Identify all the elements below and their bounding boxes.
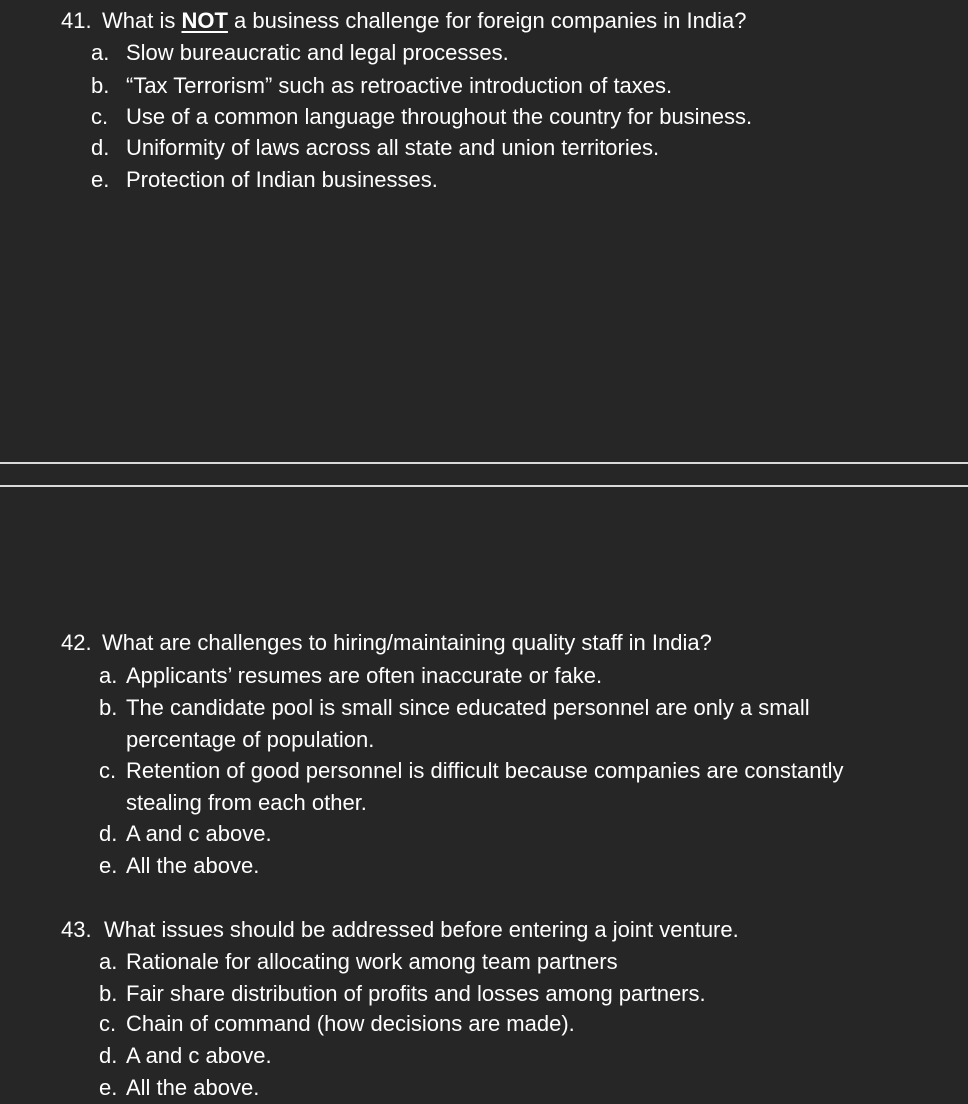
option-letter: a. (99, 663, 118, 688)
option-letter: a. (99, 949, 118, 974)
option-text: Fair share distribution of profits and losses among partners. (126, 981, 706, 1006)
question-number: 41. (61, 8, 92, 33)
question-number: 42. (61, 630, 92, 655)
option-text: A and c above. (126, 1043, 272, 1068)
option-text: Slow bureaucratic and legal processes. (126, 40, 509, 65)
option-letter: b. (91, 73, 110, 98)
question-text (102, 8, 746, 34)
option-text: Applicants’ resumes are often inaccurate or fake. (126, 663, 603, 688)
option-letter: c. (99, 758, 117, 783)
option-letter: a. (91, 40, 110, 65)
page-divider-top (0, 462, 968, 464)
option-letter: d. (91, 135, 110, 160)
option-text-continued: percentage of population. (126, 727, 375, 752)
option-text: All the above. (126, 853, 260, 878)
option-text: Use of a common language throughout the country for business. (126, 104, 753, 129)
question-text-prefix: What is (102, 8, 182, 33)
option-text: Uniformity of laws across all state and union territories. (126, 135, 660, 160)
option-letter: b. (99, 695, 118, 720)
option-letter: e. (99, 1075, 118, 1100)
option-text: “Tax Terrorism” such as retroactive introduction of taxes. (126, 73, 673, 98)
option-text: Chain of command (how decisions are made). (126, 1011, 575, 1036)
question-emphasis: NOT (181, 8, 228, 33)
option-text: All the above. (126, 1075, 260, 1100)
page-divider-bottom (0, 485, 968, 487)
option-letter: c. (99, 1011, 117, 1036)
option-text: Rationale for allocating work among team partners (126, 949, 618, 974)
option-letter: d. (99, 821, 118, 846)
option-letter: d. (99, 1043, 118, 1068)
option-letter: e. (99, 853, 118, 878)
question-text-suffix: a business challenge for foreign companies in India? (227, 8, 747, 33)
option-text: Protection of Indian businesses. (126, 167, 438, 192)
question-text: What are challenges to hiring/maintaining quality staff in India? (102, 630, 712, 655)
option-letter: c. (91, 104, 109, 129)
option-letter: b. (99, 981, 118, 1006)
option-text-continued: stealing from each other. (126, 790, 367, 815)
option-letter: e. (91, 167, 110, 192)
option-text: Retention of good personnel is difficult because companies are constantly (126, 758, 844, 783)
option-text: A and c above. (126, 821, 272, 846)
question-number: 43. (61, 917, 92, 942)
question-text: What issues should be addressed before entering a joint venture. (104, 917, 739, 942)
option-text: The candidate pool is small since educated personnel are only a small (126, 695, 810, 720)
